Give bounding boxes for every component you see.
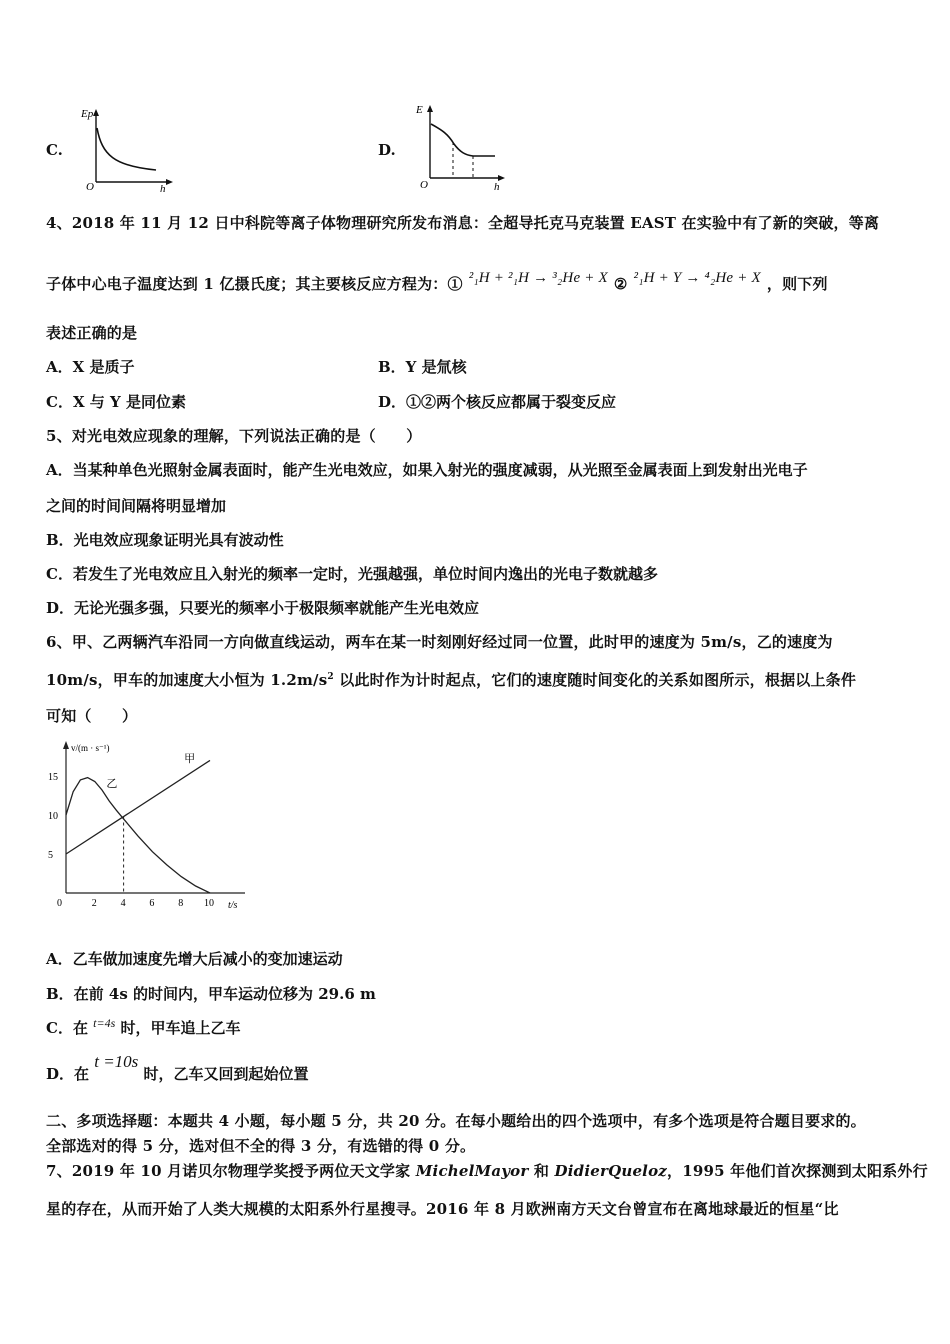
q4-stem-line3: 表述正确的是 — [46, 324, 138, 342]
q4-option-b[interactable]: B．Y 是氚核 — [378, 358, 467, 376]
q5-option-a-line1[interactable]: A．当某种单色光照射金属表面时，能产生光电效应，如果入射光的强度减弱，从光照至金属表面上到发射出光电子 — [46, 461, 808, 479]
graph-c — [78, 100, 178, 192]
q4-stem-text: 子体中心电子温度达到 1 亿摄氏度；其主要核反应方程为：① — [46, 275, 463, 293]
q5-option-d[interactable]: D．无论光强多强，只要光的频率小于极限频率就能产生光电效应 — [46, 599, 480, 617]
q7-name-2: DidierQueloz — [554, 1162, 668, 1180]
velocity-time-chart — [40, 735, 260, 915]
x-tick-label: 2 — [91, 898, 97, 909]
q6-option-d-math: t =10s — [94, 1052, 139, 1071]
q6-option-d[interactable] — [46, 1052, 309, 1084]
y-tick-label: 10 — [48, 811, 58, 822]
q6-option-c-suffix: 时，甲车追上乙车 — [115, 1019, 241, 1037]
q6-option-c-prefix: C．在 — [46, 1019, 94, 1037]
q7-text-tail: ，1995 年他们首次探测到太阳系外行 — [667, 1162, 928, 1180]
section2-header-line2: 全部选对的得 5 分，选对但不全的得 3 分，有选错的得 0 分。 — [46, 1137, 476, 1155]
chart-x-label: t/s — [228, 900, 238, 911]
chart-y-label: v/(m · s⁻¹) — [71, 743, 110, 753]
x-tick-label: 8 — [178, 898, 184, 909]
section2-header-line1: 二、多项选择题：本题共 4 小题，每小题 5 分，共 20 分。在每小题给出的四个选项中，有多个选项是符合题目要求的。 — [46, 1112, 866, 1130]
q6-stem-line3: 可知（ ） — [46, 707, 138, 725]
x-tick-label: 6 — [149, 898, 155, 909]
graph-d — [410, 100, 510, 192]
q6-stem-text: 10m/s，甲车的加速度大小恒为 1.2m/s — [46, 671, 328, 689]
graph-c-y-label: Ep — [81, 108, 94, 120]
q6-option-a[interactable]: A．乙车做加速度先增大后减小的变加速运动 — [46, 950, 343, 968]
graph-d-x-label: h — [494, 181, 500, 192]
series-label-jia: 甲 — [184, 752, 196, 765]
y-tick-label: 5 — [48, 850, 53, 861]
q6-stem-line1: 6、甲、乙两辆汽车沿同一方向做直线运动，两车在某一时刻刚好经过同一位置，此时甲的速度为 5m/s，乙的速度为 — [46, 633, 833, 651]
q5-option-c[interactable]: C．若发生了光电效应且入射光的频率一定时，光强越强，单位时间内逸出的光电子数就越多 — [46, 565, 658, 583]
q5-option-a-line2[interactable]: 之间的时间间隔将明显增加 — [46, 497, 227, 515]
q4-equation-2: ²₁H + Y → ⁴₂He + X — [633, 270, 761, 286]
q6-option-c-math: t=4s — [93, 1016, 116, 1030]
option-c-label: C. — [46, 141, 63, 159]
q4-option-d[interactable]: D．①②两个核反应都属于裂变反应 — [378, 393, 617, 411]
q4-option-c[interactable]: C．X 与 Y 是同位素 — [46, 393, 186, 411]
option-d-label: D. — [378, 141, 396, 159]
q6-stem-line2 — [46, 669, 856, 690]
x-tick-label: 4 — [120, 898, 126, 909]
q6-superscript: 2 — [327, 672, 334, 682]
q7-text: 7、2019 年 10 月诺贝尔物理学奖授予两位天文学家 — [46, 1162, 416, 1180]
q7-stem-line2: 星的存在，从而开始了人类大规模的太阳系外行星搜寻。2016 年 8 月欧洲南方天文台曾宣布在离地球最近的恒星“比 — [46, 1200, 839, 1218]
x-tick-label: 10 — [204, 898, 214, 909]
series-line-yi — [66, 778, 210, 893]
q4-stem-tail: ，则下列 — [766, 275, 828, 293]
chart-origin-label: 0 — [57, 898, 62, 909]
q4-stem-line2 — [46, 270, 828, 294]
y-tick-label: 15 — [48, 772, 58, 783]
q4-marker-2: ② — [613, 275, 628, 293]
q6-stem-tail: 以此时作为计时起点，它们的速度随时间变化的关系如图所示，根据以上条件 — [333, 671, 857, 689]
graph-d-y-label: E — [416, 104, 423, 116]
q4-equation-1: ²₁H + ²₁H → ³₂He + X — [468, 270, 608, 286]
q4-option-a[interactable]: A．X 是质子 — [46, 358, 135, 376]
q6-option-c[interactable] — [46, 1017, 241, 1038]
q6-option-d-prefix: D．在 — [46, 1065, 95, 1083]
q6-option-d-suffix: 时，乙车又回到起始位置 — [138, 1065, 309, 1083]
series-label-yi: 乙 — [106, 777, 118, 790]
q5-option-b[interactable]: B．光电效应现象证明光具有波动性 — [46, 531, 284, 549]
q5-stem: 5、对光电效应现象的理解，下列说法正确的是（ ） — [46, 427, 422, 445]
q7-stem-line1 — [46, 1160, 928, 1181]
q6-option-b[interactable]: B．在前 4s 的时间内，甲车运动位移为 29.6 m — [46, 985, 376, 1003]
series-line-jia — [66, 760, 210, 854]
q7-name-1: MichelMayor — [415, 1162, 529, 1180]
q4-stem-line1: 4、2018 年 11 月 12 日中科院等离子体物理研究所发布消息：全超导托克马克装置 EAST 在实验中有了新的突破，等离 — [46, 214, 880, 232]
graph-c-x-label: h — [160, 183, 166, 192]
graph-d-origin: O — [420, 179, 428, 191]
graph-c-origin: O — [86, 181, 94, 192]
q7-and: 和 — [528, 1162, 555, 1180]
